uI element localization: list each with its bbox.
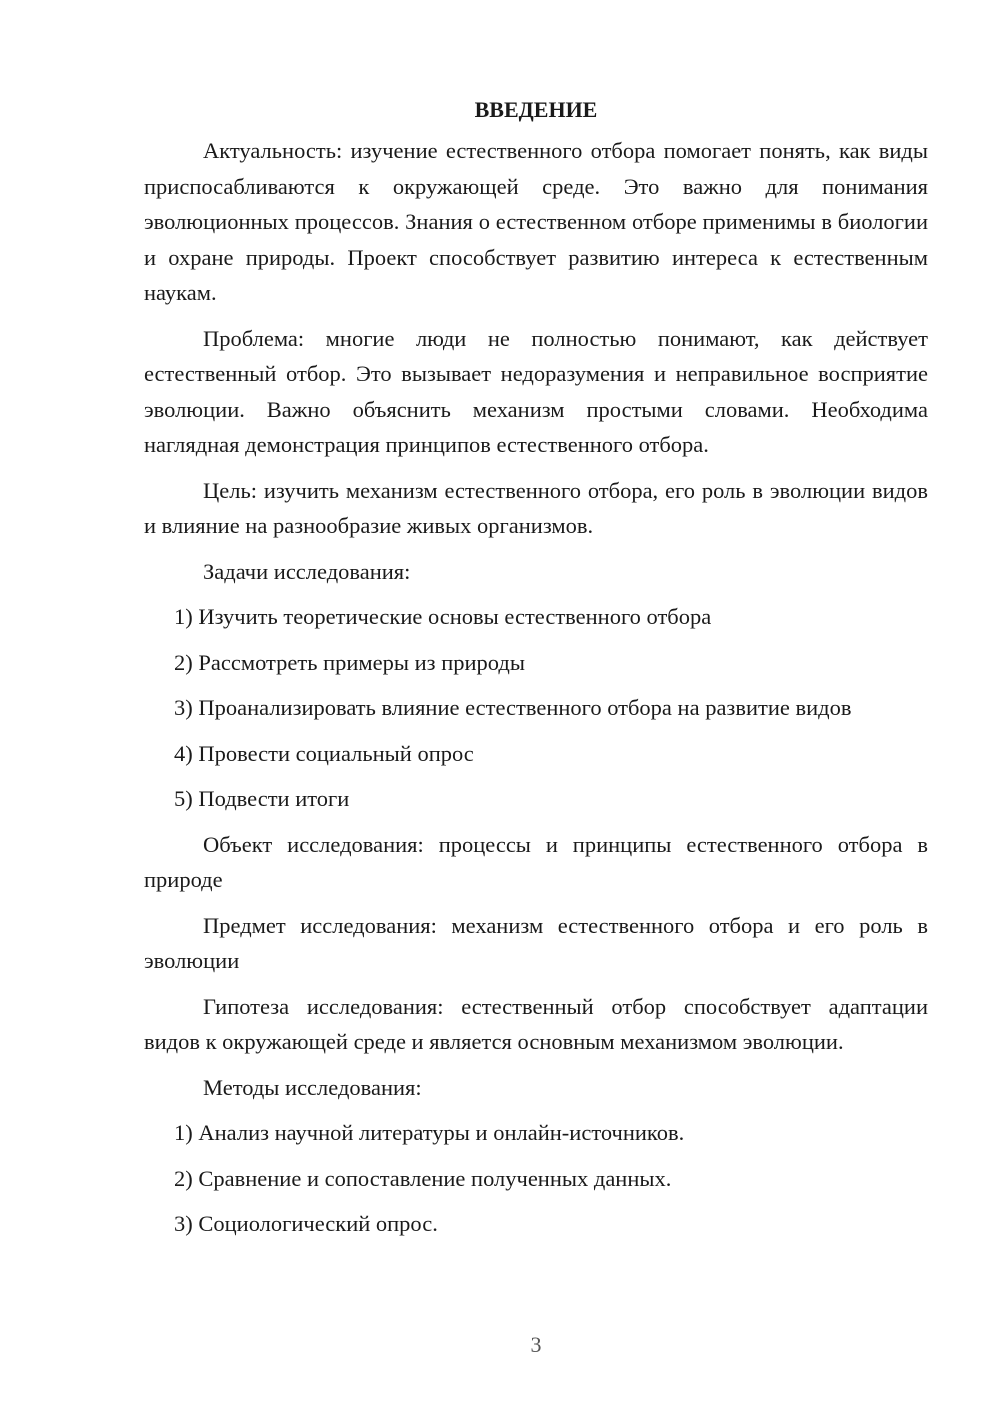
task-item: 4) Провести социальный опрос [174,740,474,766]
tasks-list [144,599,928,817]
page-title: ВВЕДЕНИЕ [474,97,598,122]
task-item: 3) Проанализировать влияние естественного отбора на развитие видов [174,695,852,720]
methods-heading: Методы исследования: [203,1074,422,1100]
object-paragraph: Объект исследования: процессы и принципы естественного отбора в природе [144,831,928,892]
subject-paragraph: Предмет исследования: механизм естественного отбора и его роль в эволюции [144,912,928,973]
task-item: 2) Рассмотреть примеры из природы [174,649,525,675]
hypothesis-paragraph: Гипотеза исследования: естественный отбор способствует адаптации видов к окружающей среде и является основным механизмом эволюции. [144,993,928,1054]
page-number: 3 [530,1332,542,1357]
task-item: 5) Подвести итоги [174,786,350,811]
relevance-paragraph: Актуальность: изучение естественного отбора помогает понять, как виды приспосабливаются к окружающей среде. Это важно для понимания эволюционных процессов. Знания о естественном отборе применимы в биологии и охране природы. Проект способствует развитию интереса к естественным наукам. [144,138,928,305]
methods-list [144,1115,928,1242]
goal-paragraph: Цель: изучить механизм естественного отбора, его роль в эволюции видов и влияние на разнообразие живых организмов. [144,477,928,538]
problem-paragraph: Проблема: многие люди не полностью понимают, как действует естественный отбор. Это вызывает недоразумения и неправильное восприятие эволюции. Важно объяснить механизм простыми словами. Необходима наглядная демонстрация принципов естественного отбора. [144,325,928,457]
method-item: 3) Социологический опрос. [174,1211,438,1236]
method-item: 1) Анализ научной литературы и онлайн-источников. [174,1120,685,1145]
tasks-heading: Задачи исследования: [203,558,411,584]
document-page [144,92,928,1252]
method-item: 2) Сравнение и сопоставление полученных данных. [174,1165,672,1191]
task-item: 1) Изучить теоретические основы естественного отбора [174,604,712,629]
